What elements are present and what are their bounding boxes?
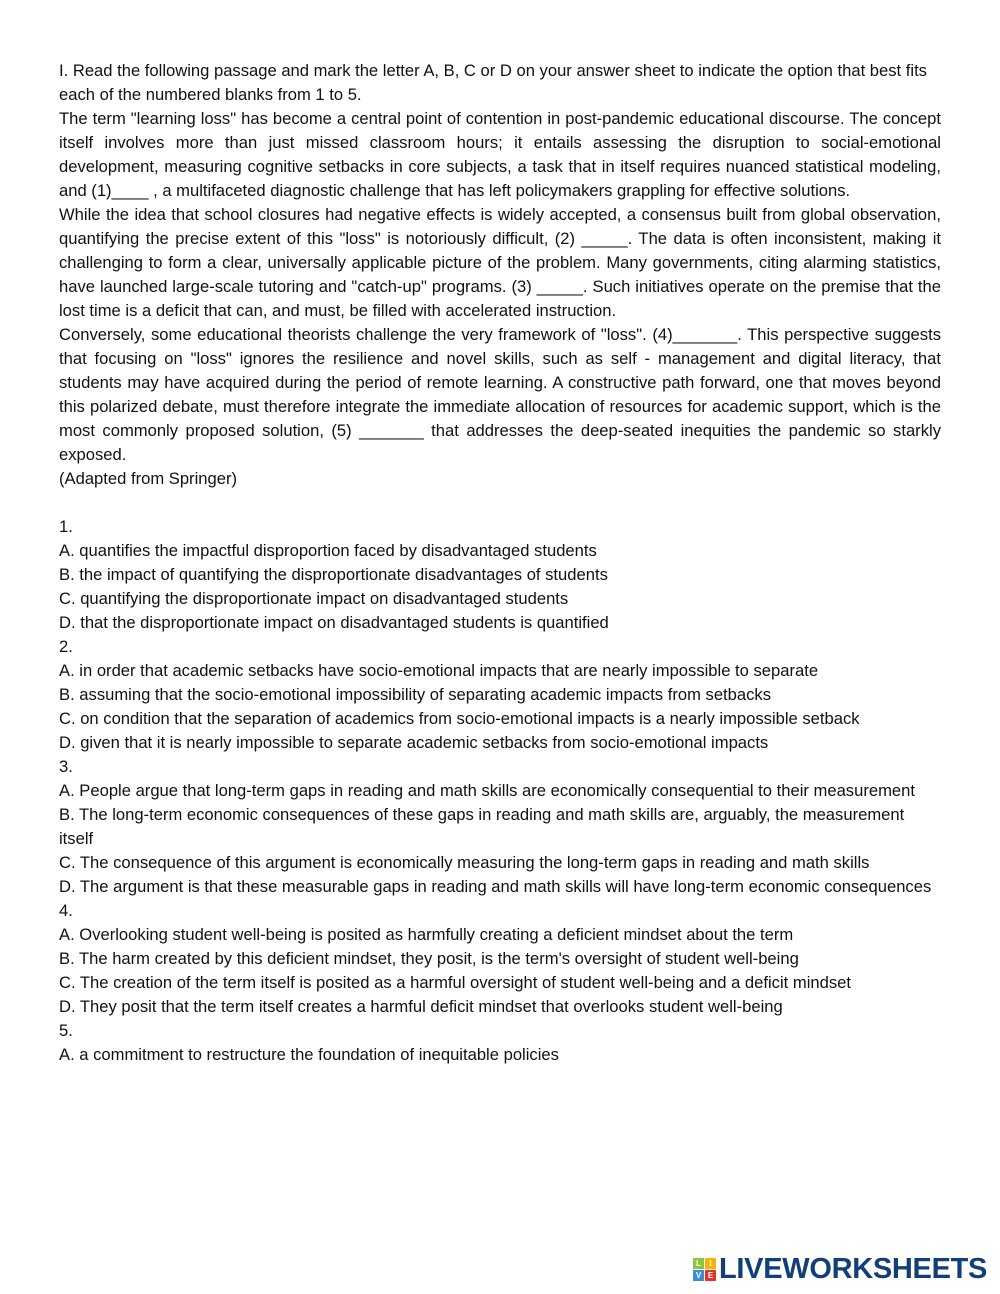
answer-option[interactable]: A. in order that academic setbacks have socio-emotional impacts that are nearly impossible to separate (59, 661, 819, 680)
worksheet (59, 59, 941, 1067)
answer-option[interactable]: C. on condition that the separation of academics from socio-emotional impacts is a nearly impossible setback (59, 709, 860, 728)
answer-option[interactable]: A. People argue that long-term gaps in reading and math skills are economically consequential to their measurement (59, 781, 915, 800)
question-list (59, 515, 941, 1067)
logo-tile: L (693, 1258, 704, 1269)
answer-option[interactable]: B. The long-term economic consequences of these gaps in reading and math skills are, arguably, the measurement itself (59, 805, 905, 848)
logo-tiles-icon (693, 1258, 716, 1281)
question-number: 4. (59, 901, 73, 920)
answer-option[interactable]: C. quantifying the disproportionate impact on disadvantaged students (59, 589, 569, 608)
answer-option[interactable]: B. The harm created by this deficient mindset, they posit, is the term's oversight of student well-being (59, 949, 799, 968)
instructions: I. Read the following passage and mark the letter A, B, C or D on your answer sheet to indicate the option that best fits each of the numbered blanks from 1 to 5. (59, 61, 927, 104)
answer-option[interactable]: C. The consequence of this argument is economically measuring the long-term gaps in reading and math skills (59, 853, 870, 872)
source-citation: (Adapted from Springer) (59, 469, 238, 488)
liveworksheets-logo (693, 1255, 987, 1283)
answer-option[interactable]: D. The argument is that these measurable gaps in reading and math skills will have long-term economic consequences (59, 877, 932, 896)
logo-tile: E (705, 1270, 716, 1281)
passage-paragraph-1: The term "learning loss" has become a central point of contention in post-pandemic educational discourse. The concept itself involves more than just missed classroom hours; it entails assessing the disruption to social-emotional development, measuring cognitive setbacks in core subjects, a task that in itself requires nuanced statistical modeling, and (1)____ , a multifaceted diagnostic challenge that has left policymakers grappling for effective solutions. (59, 109, 941, 200)
passage-paragraph-3: Conversely, some educational theorists challenge the very framework of "loss". (4)_______. This perspective suggests that focusing on "loss" ignores the resilience and novel skills, such as self - management and digital literacy, that students may have acquired during the period of remote learning. A constructive path forward, one that moves beyond this polarized debate, must therefore integrate the immediate allocation of resources for academic support, which is the most commonly proposed solution, (5) _______ that addresses the deep-seated inequities the pandemic so starkly exposed. (59, 325, 941, 464)
answer-option[interactable]: B. assuming that the socio-emotional impossibility of separating academic impacts from setbacks (59, 685, 771, 704)
answer-option[interactable]: D. given that it is nearly impossible to separate academic setbacks from socio-emotional impacts (59, 733, 769, 752)
answer-option[interactable]: C. The creation of the term itself is posited as a harmful oversight of student well-being and a deficit mindset (59, 973, 851, 992)
question-number: 3. (59, 757, 73, 776)
question-number: 2. (59, 637, 73, 656)
passage-paragraph-2: While the idea that school closures had negative effects is widely accepted, a consensus built from global observation, quantifying the precise extent of this "loss" is notoriously difficult, (2) _____. The data is often inconsistent, making it challenging to form a clear, universally applicable picture of the problem. Many governments, citing alarming statistics, have launched large-scale tutoring and "catch-up" programs. (3) _____. Such initiatives operate on the premise that the lost time is a deficit that can, and must, be filled with accelerated instruction. (59, 205, 941, 320)
question-number: 5. (59, 1021, 73, 1040)
answer-option[interactable]: A. Overlooking student well-being is posited as harmfully creating a deficient mindset about the term (59, 925, 794, 944)
answer-option[interactable]: B. the impact of quantifying the disproportionate disadvantages of students (59, 565, 608, 584)
logo-tile: V (693, 1270, 704, 1281)
answer-option[interactable]: A. quantifies the impactful disproportion faced by disadvantaged students (59, 541, 597, 560)
logo-wordmark: LIVEWORKSHEETS (719, 1253, 988, 1285)
answer-option[interactable]: A. a commitment to restructure the foundation of inequitable policies (59, 1045, 559, 1064)
logo-tile: I (705, 1258, 716, 1269)
question-number: 1. (59, 517, 73, 536)
answer-option[interactable]: D. that the disproportionate impact on disadvantaged students is quantified (59, 613, 609, 632)
answer-option[interactable]: D. They posit that the term itself creates a harmful deficit mindset that overlooks student well-being (59, 997, 783, 1016)
